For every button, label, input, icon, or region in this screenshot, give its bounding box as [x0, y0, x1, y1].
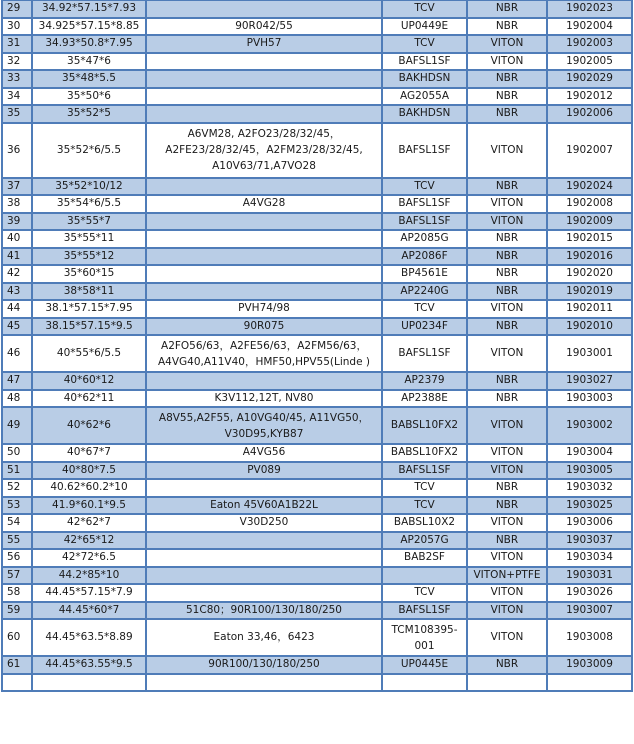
application-cell — [146, 248, 382, 266]
code-cell: 1903025 — [547, 497, 632, 515]
code-cell: 1902005 — [547, 53, 632, 71]
type-cell: UP0445E — [382, 656, 467, 674]
row-number: 49 — [2, 407, 32, 444]
size-cell: 42*72*6.5 — [32, 549, 146, 567]
code-cell: 1902023 — [547, 0, 632, 18]
application-cell: PVH74/98 — [146, 300, 382, 318]
type-cell: TCV — [382, 300, 467, 318]
table-row — [2, 407, 632, 444]
code-cell: 1903026 — [547, 584, 632, 602]
row-number: 55 — [2, 532, 32, 550]
row-number: 44 — [2, 300, 32, 318]
code-cell: 1903001 — [547, 335, 632, 372]
size-cell: 34.92*57.15*7.93 — [32, 0, 146, 18]
row-number: 59 — [2, 602, 32, 620]
size-cell: 35*60*15 — [32, 265, 146, 283]
size-cell: 38*58*11 — [32, 283, 146, 301]
table-row — [2, 230, 632, 248]
code-cell: 1902004 — [547, 18, 632, 36]
application-cell: A4VG56 — [146, 444, 382, 462]
table-row — [2, 479, 632, 497]
type-cell: BAKHDSN — [382, 70, 467, 88]
size-cell: 42*62*7 — [32, 514, 146, 532]
table-row — [2, 123, 632, 178]
row-number: 60 — [2, 619, 32, 656]
application-cell: 51C80；90R100/130/180/250 — [146, 602, 382, 620]
type-cell: BAKHDSN — [382, 105, 467, 123]
code-cell: 1902015 — [547, 230, 632, 248]
code-cell: 1903008 — [547, 619, 632, 656]
type-cell — [382, 674, 467, 692]
type-cell: BAFSL1SF — [382, 195, 467, 213]
type-cell: BP4561E — [382, 265, 467, 283]
type-cell: TCV — [382, 479, 467, 497]
application-cell — [146, 584, 382, 602]
material-cell: VITON+PTFE — [467, 567, 547, 585]
application-cell — [146, 265, 382, 283]
size-cell: 35*54*6/5.5 — [32, 195, 146, 213]
material-cell — [467, 674, 547, 692]
type-cell: AG2055A — [382, 88, 467, 106]
material-cell: VITON — [467, 619, 547, 656]
type-cell: TCV — [382, 497, 467, 515]
row-number: 54 — [2, 514, 32, 532]
application-cell — [146, 549, 382, 567]
material-cell: NBR — [467, 178, 547, 196]
row-number: 57 — [2, 567, 32, 585]
size-cell: 35*47*6 — [32, 53, 146, 71]
row-number: 36 — [2, 123, 32, 178]
table-row — [2, 514, 632, 532]
code-cell: 1902007 — [547, 123, 632, 178]
table-row — [2, 105, 632, 123]
code-cell: 1902009 — [547, 213, 632, 231]
table-row — [2, 318, 632, 336]
code-cell: 1902006 — [547, 105, 632, 123]
size-cell: 40*67*7 — [32, 444, 146, 462]
row-number: 35 — [2, 105, 32, 123]
application-cell — [146, 53, 382, 71]
row-number: 38 — [2, 195, 32, 213]
row-number: 50 — [2, 444, 32, 462]
type-cell: AP2379 — [382, 372, 467, 390]
application-cell — [146, 567, 382, 585]
table-row — [2, 178, 632, 196]
application-cell: Eaton 45V60A1B22L — [146, 497, 382, 515]
material-cell: VITON — [467, 462, 547, 480]
table-row-partial — [2, 674, 632, 692]
row-number: 32 — [2, 53, 32, 71]
code-cell: 1902024 — [547, 178, 632, 196]
size-cell: 44.45*60*7 — [32, 602, 146, 620]
material-cell: VITON — [467, 444, 547, 462]
application-cell — [146, 88, 382, 106]
row-number: 34 — [2, 88, 32, 106]
code-cell: 1903003 — [547, 390, 632, 408]
code-cell: 1902011 — [547, 300, 632, 318]
application-cell — [146, 105, 382, 123]
size-cell: 34.93*50.8*7.95 — [32, 35, 146, 53]
type-cell: TCM108395-001 — [382, 619, 467, 656]
code-cell: 1902019 — [547, 283, 632, 301]
application-cell — [146, 70, 382, 88]
material-cell: NBR — [467, 532, 547, 550]
row-number: 39 — [2, 213, 32, 231]
type-cell: BAFSL1SF — [382, 53, 467, 71]
size-cell: 34.925*57.15*8.85 — [32, 18, 146, 36]
table-row — [2, 53, 632, 71]
material-cell: NBR — [467, 70, 547, 88]
material-cell: NBR — [467, 248, 547, 266]
application-cell: A6VM28, A2FO23/28/32/45，A2FE23/28/32/45，A2FM23/28/32/45, A10V63/71,A7VO28 — [146, 123, 382, 178]
application-cell: 90R075 — [146, 318, 382, 336]
size-cell: 35*55*7 — [32, 213, 146, 231]
size-cell: 35*55*11 — [32, 230, 146, 248]
code-cell: 1903007 — [547, 602, 632, 620]
material-cell: VITON — [467, 335, 547, 372]
type-cell: UP0449E — [382, 18, 467, 36]
type-cell: AP2057G — [382, 532, 467, 550]
table-row — [2, 390, 632, 408]
application-cell: 90R042/55 — [146, 18, 382, 36]
type-cell: AP2086F — [382, 248, 467, 266]
code-cell: 1902012 — [547, 88, 632, 106]
table-row — [2, 88, 632, 106]
size-cell: 35*52*10/12 — [32, 178, 146, 196]
size-cell: 44.45*63.55*9.5 — [32, 656, 146, 674]
row-number: 33 — [2, 70, 32, 88]
type-cell: TCV — [382, 178, 467, 196]
table-row — [2, 462, 632, 480]
material-cell: VITON — [467, 602, 547, 620]
type-cell: BABSL10X2 — [382, 514, 467, 532]
application-cell — [146, 283, 382, 301]
application-cell — [146, 213, 382, 231]
size-cell: 40.62*60.2*10 — [32, 479, 146, 497]
material-cell: NBR — [467, 390, 547, 408]
table-row — [2, 549, 632, 567]
table-row — [2, 300, 632, 318]
application-cell: A2FO56/63，A2FE56/63，A2FM56/63，A4VG40,A11V40，HMF50,HPV55(Linde ) — [146, 335, 382, 372]
size-cell: 40*62*6 — [32, 407, 146, 444]
row-number: 56 — [2, 549, 32, 567]
material-cell: NBR — [467, 105, 547, 123]
material-cell: NBR — [467, 283, 547, 301]
code-cell: 1903006 — [547, 514, 632, 532]
application-cell — [146, 178, 382, 196]
application-cell — [146, 372, 382, 390]
row-number: 30 — [2, 18, 32, 36]
material-cell: VITON — [467, 584, 547, 602]
table-row — [2, 497, 632, 515]
code-cell: 1903027 — [547, 372, 632, 390]
size-cell: 35*52*5 — [32, 105, 146, 123]
code-cell: 1903002 — [547, 407, 632, 444]
size-cell: 35*55*12 — [32, 248, 146, 266]
type-cell: BAFSL1SF — [382, 123, 467, 178]
row-number: 45 — [2, 318, 32, 336]
code-cell: 1903037 — [547, 532, 632, 550]
row-number: 41 — [2, 248, 32, 266]
table-row — [2, 195, 632, 213]
row-number: 48 — [2, 390, 32, 408]
application-cell: K3V112,12T, NV80 — [146, 390, 382, 408]
code-cell: 1902029 — [547, 70, 632, 88]
code-cell: 1903009 — [547, 656, 632, 674]
table-row — [2, 18, 632, 36]
size-cell: 44.2*85*10 — [32, 567, 146, 585]
material-cell: NBR — [467, 656, 547, 674]
code-cell — [547, 674, 632, 692]
row-number: 31 — [2, 35, 32, 53]
size-cell: 40*60*12 — [32, 372, 146, 390]
material-cell: NBR — [467, 230, 547, 248]
type-cell: BAFSL1SF — [382, 462, 467, 480]
size-cell: 44.45*63.5*8.89 — [32, 619, 146, 656]
table-row — [2, 372, 632, 390]
application-cell — [146, 230, 382, 248]
table-row — [2, 0, 632, 18]
application-cell: A4VG28 — [146, 195, 382, 213]
row-number: 43 — [2, 283, 32, 301]
type-cell: TCV — [382, 0, 467, 18]
material-cell: VITON — [467, 195, 547, 213]
material-cell: NBR — [467, 318, 547, 336]
material-cell: VITON — [467, 53, 547, 71]
size-cell: 41.9*60.1*9.5 — [32, 497, 146, 515]
material-cell: NBR — [467, 88, 547, 106]
type-cell: AP2388E — [382, 390, 467, 408]
type-cell: AP2085G — [382, 230, 467, 248]
type-cell: UP0234F — [382, 318, 467, 336]
application-cell: A8V55,A2F55, A10VG40/45, A11VG50，V30D95,KYB87 — [146, 407, 382, 444]
code-cell: 1902003 — [547, 35, 632, 53]
size-cell: 40*62*11 — [32, 390, 146, 408]
type-cell: TCV — [382, 584, 467, 602]
size-cell: 35*52*6/5.5 — [32, 123, 146, 178]
size-cell — [32, 674, 146, 692]
material-cell: NBR — [467, 372, 547, 390]
table-row — [2, 602, 632, 620]
application-cell — [146, 0, 382, 18]
application-cell: Eaton 33,46，6423 — [146, 619, 382, 656]
material-cell: NBR — [467, 497, 547, 515]
row-number: 40 — [2, 230, 32, 248]
size-cell: 35*50*6 — [32, 88, 146, 106]
material-cell: VITON — [467, 35, 547, 53]
application-cell — [146, 674, 382, 692]
table-row — [2, 283, 632, 301]
material-cell: NBR — [467, 0, 547, 18]
row-number: 29 — [2, 0, 32, 18]
table-row — [2, 35, 632, 53]
table-row — [2, 213, 632, 231]
material-cell: VITON — [467, 549, 547, 567]
row-number: 53 — [2, 497, 32, 515]
application-cell — [146, 532, 382, 550]
row-number: 47 — [2, 372, 32, 390]
code-cell: 1902016 — [547, 248, 632, 266]
size-cell: 40*80*7.5 — [32, 462, 146, 480]
application-cell: V30D250 — [146, 514, 382, 532]
application-cell: PVH57 — [146, 35, 382, 53]
row-number: 46 — [2, 335, 32, 372]
table-row — [2, 567, 632, 585]
type-cell: AP2240G — [382, 283, 467, 301]
table-row — [2, 656, 632, 674]
row-number: 42 — [2, 265, 32, 283]
type-cell: TCV — [382, 35, 467, 53]
application-cell — [146, 479, 382, 497]
size-cell: 38.1*57.15*7.95 — [32, 300, 146, 318]
row-number: 61 — [2, 656, 32, 674]
table-row — [2, 619, 632, 656]
row-number: 58 — [2, 584, 32, 602]
oil-seal-parts-table — [1, 0, 633, 692]
code-cell: 1903031 — [547, 567, 632, 585]
table-row — [2, 584, 632, 602]
size-cell: 44.45*57.15*7.9 — [32, 584, 146, 602]
code-cell: 1902020 — [547, 265, 632, 283]
size-cell: 42*65*12 — [32, 532, 146, 550]
size-cell: 40*55*6/5.5 — [32, 335, 146, 372]
type-cell: BAFSL1SF — [382, 213, 467, 231]
table-row — [2, 248, 632, 266]
code-cell: 1903032 — [547, 479, 632, 497]
application-cell: 90R100/130/180/250 — [146, 656, 382, 674]
code-cell: 1903034 — [547, 549, 632, 567]
table-row — [2, 70, 632, 88]
row-number: 37 — [2, 178, 32, 196]
material-cell: VITON — [467, 300, 547, 318]
material-cell: NBR — [467, 479, 547, 497]
type-cell: BAFSL1SF — [382, 335, 467, 372]
material-cell: VITON — [467, 123, 547, 178]
code-cell: 1903004 — [547, 444, 632, 462]
row-number: 52 — [2, 479, 32, 497]
table-row — [2, 532, 632, 550]
table-row — [2, 335, 632, 372]
material-cell: NBR — [467, 265, 547, 283]
code-cell: 1902008 — [547, 195, 632, 213]
application-cell: PV089 — [146, 462, 382, 480]
type-cell — [382, 567, 467, 585]
row-number — [2, 674, 32, 692]
material-cell: VITON — [467, 407, 547, 444]
type-cell: BAFSL1SF — [382, 602, 467, 620]
row-number: 51 — [2, 462, 32, 480]
type-cell: BABSL10FX2 — [382, 407, 467, 444]
table-body — [2, 0, 632, 691]
material-cell: VITON — [467, 213, 547, 231]
code-cell: 1903005 — [547, 462, 632, 480]
table-row — [2, 265, 632, 283]
material-cell: VITON — [467, 514, 547, 532]
size-cell: 38.15*57.15*9.5 — [32, 318, 146, 336]
size-cell: 35*48*5.5 — [32, 70, 146, 88]
code-cell: 1902010 — [547, 318, 632, 336]
type-cell: BABSL10FX2 — [382, 444, 467, 462]
type-cell: BAB2SF — [382, 549, 467, 567]
table-row — [2, 444, 632, 462]
material-cell: NBR — [467, 18, 547, 36]
